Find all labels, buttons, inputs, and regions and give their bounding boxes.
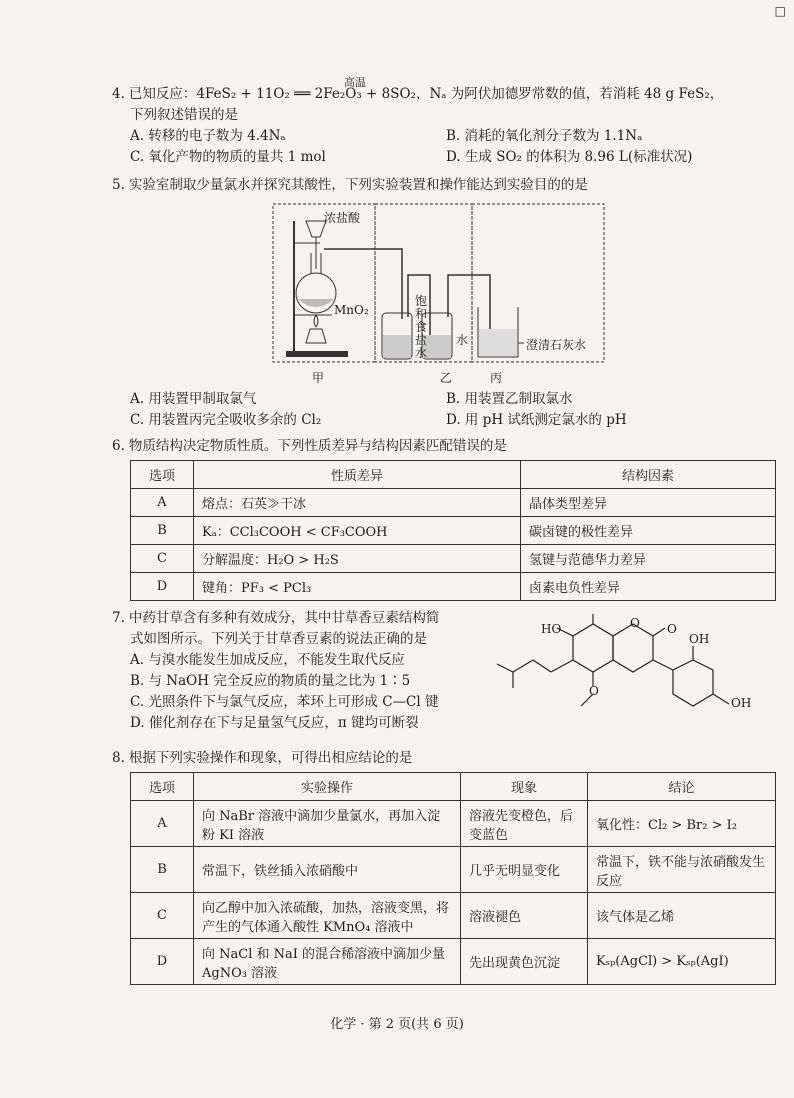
q7-option-c: C. 光照条件下与氯气反应，苯环上可形成 C—Cl 键 (130, 694, 439, 710)
question-5 (112, 175, 762, 196)
q5-number: 5. (112, 177, 125, 193)
question-8 (112, 748, 762, 769)
table-row (131, 489, 776, 517)
q8-table (130, 772, 776, 985)
q8-stem: 根据下列实验操作和现象，可得出相应结论的是 (128, 750, 413, 766)
q7-option-b: B. 与 NaOH 完全反应的物质的量之比为 1∶5 (130, 673, 411, 689)
q8-header-option: 选项 (131, 773, 194, 801)
label-yi: 乙 (440, 371, 453, 385)
page-footer: 化学 · 第 2 页(共 6 页) (330, 1017, 464, 1032)
q6-cell: D (131, 573, 194, 601)
q7-stem-line1: 中药甘草含有多种有效成分，其中甘草香豆素结构简 (128, 610, 440, 626)
q8-header-phenomenon: 现象 (461, 773, 588, 801)
label-carbonyl-o: O (667, 622, 677, 636)
q6-cell: 卤素电负性差异 (521, 573, 776, 601)
q6-cell: B (131, 517, 194, 545)
q6-header-property: 性质差异 (194, 461, 521, 489)
q8-header-operation: 实验操作 (194, 773, 461, 801)
q6-cell: 分解温度：H₂O > H₂S (194, 545, 521, 573)
q8-header-conclusion: 结论 (588, 773, 776, 801)
q6-cell: 氢键与范德华力差异 (521, 545, 776, 573)
q4-option-c: C. 氧化产物的物质的量共 1 mol (130, 149, 326, 165)
table-row (131, 545, 776, 573)
q6-cell: Kₐ：CCl₃COOH < CF₃COOH (194, 517, 521, 545)
q8-cell: C (131, 893, 194, 939)
q8-cell: 几乎无明显变化 (461, 847, 588, 893)
q5-stem: 实验室制取少量氯水并探究其酸性，下列实验装置和操作能达到实验目的的是 (128, 177, 588, 193)
q8-cell: D (131, 939, 194, 985)
q6-cell: 晶体类型差异 (521, 489, 776, 517)
q4-number: 4. (112, 86, 125, 102)
label-conc-hcl: 浓盐酸 (324, 211, 361, 225)
q5-option-d: D. 用 pH 试纸测定氯水的 pH (446, 412, 627, 428)
q4-stem-line1: 已知反应：4FeS₂ + 11O₂ ══ 2Fe₂O₃ + 8SO₂，Nₐ 为阿伏加德罗常数的值，若消耗 48 g FeS₂， (128, 86, 724, 102)
table-row (131, 573, 776, 601)
q6-cell: A (131, 489, 194, 517)
label-water: 水 (456, 333, 469, 347)
q8-cell: 向 NaBr 溶液中滴加少量氯水，再加入淀粉 KI 溶液 (194, 801, 461, 847)
label-methoxy-o: O (589, 684, 599, 698)
q7-option-a: A. 与溴水能发生加成反应，不能发生取代反应 (130, 652, 405, 668)
q8-cell: Kₛₚ(AgCl) > Kₛₚ(AgI) (588, 939, 776, 985)
q6-cell: C (131, 545, 194, 573)
q6-number: 6. (112, 438, 125, 454)
q8-cell: 常温下，铁不能与浓硝酸发生反应 (588, 847, 776, 893)
q8-cell: B (131, 847, 194, 893)
table-row (131, 517, 776, 545)
q6-header-option: 选项 (131, 461, 194, 489)
q6-stem: 物质结构决定物质性质。下列性质差异与结构因素匹配错误的是 (128, 438, 507, 454)
q4-condition: 高温 (344, 76, 366, 89)
q8-cell: A (131, 801, 194, 847)
label-ring-o: O (630, 616, 640, 630)
q4-option-d: D. 生成 SO₂ 的体积为 8.96 L(标准状况) (446, 149, 693, 165)
label-ho: HO (541, 622, 562, 636)
q6-cell: 碳卤键的极性差异 (521, 517, 776, 545)
question-6 (112, 436, 762, 457)
label-limewater: 澄清石灰水 (526, 338, 587, 352)
label-bing: 丙 (490, 371, 503, 385)
table-row (131, 801, 776, 847)
q4-option-b: B. 消耗的氧化剂分子数为 1.1Nₐ (446, 128, 643, 144)
label-brine: 饱和食盐水 (415, 294, 428, 360)
q8-cell: 向 NaCl 和 NaI 的混合稀溶液中滴加少量 AgNO₃ 溶液 (194, 939, 461, 985)
label-mno2: MnO₂ (334, 303, 369, 317)
q8-cell: 向乙醇中加入浓硫酸，加热，溶液变黑，将产生的气体通入酸性 KMnO₄ 溶液中 (194, 893, 461, 939)
q8-cell: 先出现黄色沉淀 (461, 939, 588, 985)
label-oh-top: OH (689, 632, 710, 646)
label-oh-right: OH (731, 696, 752, 710)
q7-number: 7. (112, 610, 125, 626)
q6-table (130, 460, 776, 601)
apparatus-figure (272, 203, 606, 365)
table-row (131, 893, 776, 939)
q6-cell: 熔点：石英≫干冰 (194, 489, 521, 517)
q8-cell: 氧化性：Cl₂ > Br₂ > I₂ (588, 801, 776, 847)
table-row (131, 939, 776, 985)
q4-option-a: A. 转移的电子数为 4.4Nₐ (130, 128, 286, 144)
q5-option-c: C. 用装置丙完全吸收多余的 Cl₂ (130, 412, 322, 428)
corner-mark: □ (774, 4, 786, 18)
q8-cell: 该气体是乙烯 (588, 893, 776, 939)
q7-stem-line2: 式如图所示。下列关于甘草香豆素的说法正确的是 (130, 631, 427, 647)
q8-cell: 溶液褪色 (461, 893, 588, 939)
question-7 (112, 608, 492, 734)
label-jia: 甲 (312, 371, 325, 385)
q4-stem-line2: 下列叙述错误的是 (130, 107, 238, 123)
molecule-structure (493, 614, 763, 714)
q4-stem (112, 76, 762, 105)
q7-option-d: D. 催化剂存在下与足量氢气反应，π 键均可断裂 (130, 715, 419, 731)
q6-cell: 键角：PF₃ < PCl₃ (194, 573, 521, 601)
question-4 (112, 76, 762, 168)
q8-number: 8. (112, 750, 125, 766)
q5-option-b: B. 用装置乙制取氯水 (446, 391, 573, 407)
question-5-options (112, 389, 762, 431)
q8-cell: 常温下，铁丝插入浓硝酸中 (194, 847, 461, 893)
q6-header-factor: 结构因素 (521, 461, 776, 489)
coumarin-structure-drawing (493, 614, 763, 714)
q5-option-a: A. 用装置甲制取氯气 (130, 391, 257, 407)
table-row (131, 847, 776, 893)
q8-cell: 溶液先变橙色，后变蓝色 (461, 801, 588, 847)
